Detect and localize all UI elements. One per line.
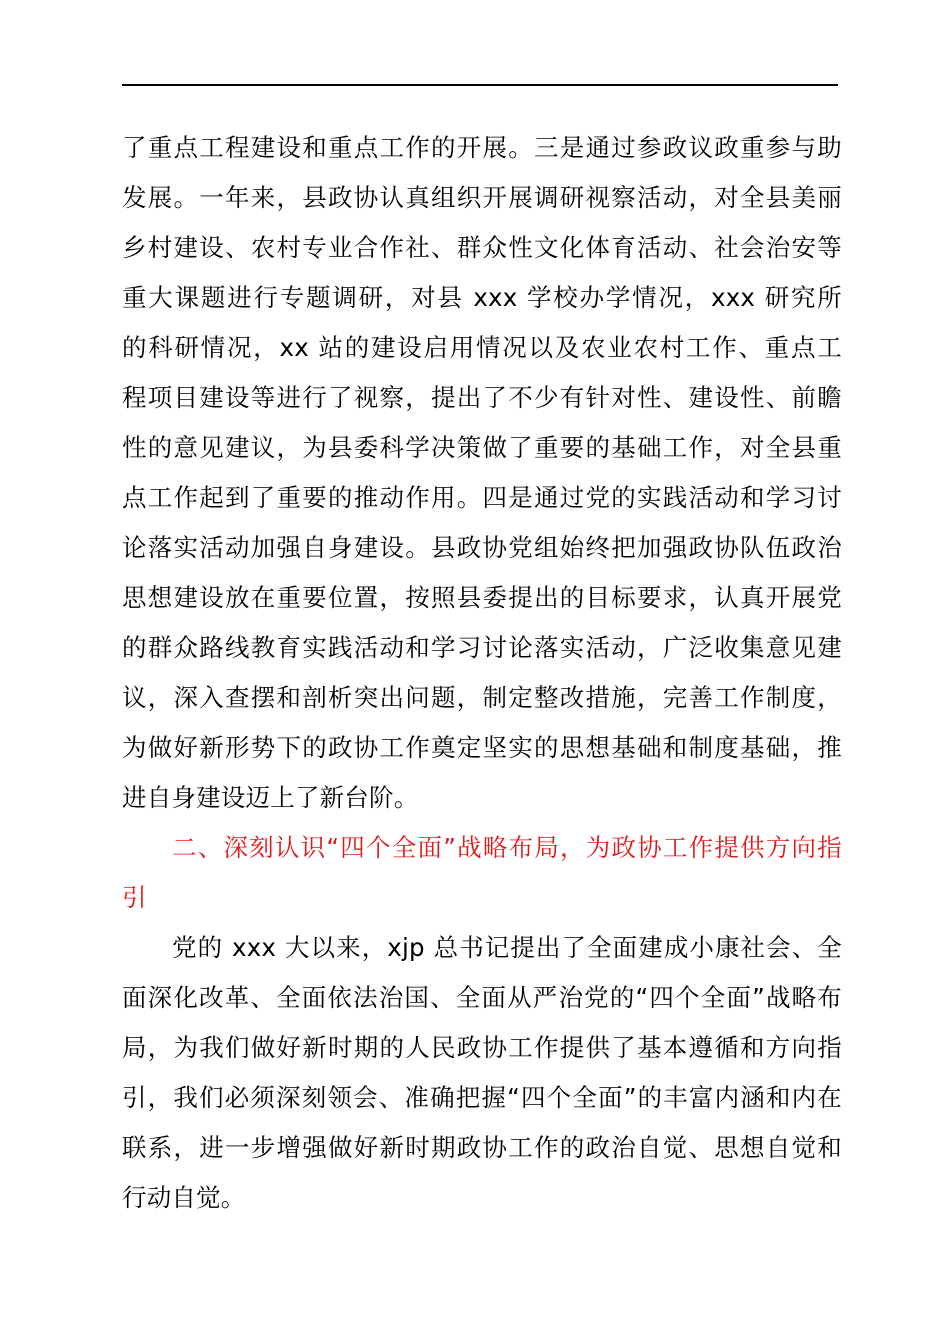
paragraph-line: 思想建设放在重要位置，按照县委提出的目标要求，认真开展党 — [122, 583, 842, 612]
paragraph-line: 性的意见建议，为县委科学决策做了重要的基础工作，对全县重 — [122, 433, 842, 462]
paragraph-line: 论落实活动加强自身建设。县政协党组始终把加强政协队伍政治 — [122, 533, 842, 562]
paragraph-line: 面深化改革、全面依法治国、全面从严治党的“四个全面”战略布 — [122, 983, 842, 1012]
heading-line: 二、深刻认识“四个全面”战略布局，为政协工作提供方向指 — [172, 833, 842, 862]
paragraph-line: 的群众路线教育实践活动和学习讨论落实活动，广泛收集意见建 — [122, 633, 842, 662]
paragraph-line: 发展。一年来，县政协认真组织开展调研视察活动，对全县美丽 — [122, 183, 842, 212]
section-heading-2 — [122, 823, 842, 923]
paragraph-line: 联系，进一步增强做好新时期政协工作的政治自觉、思想自觉和 — [122, 1133, 842, 1162]
heading-line: 引 — [122, 883, 147, 912]
paragraph-line: 行动自觉。 — [122, 1183, 246, 1212]
paragraph-line: 引，我们必须深刻领会、准确把握“四个全面”的丰富内涵和内在 — [122, 1083, 842, 1112]
paragraph-line: 程项目建设等进行了视察，提出了不少有针对性、建设性、前瞻 — [122, 383, 842, 412]
header-rule — [122, 84, 838, 86]
paragraph-1 — [122, 123, 842, 823]
paragraph-line: 乡村建设、农村专业合作社、群众性文化体育活动、社会治安等 — [122, 233, 842, 262]
paragraph-line: 议，深入查摆和剖析突出问题，制定整改措施，完善工作制度， — [122, 683, 842, 712]
paragraph-line: 重大课题进行专题调研，对县 xxx 学校办学情况，xxx 研究所 — [122, 283, 842, 312]
paragraph-line: 进自身建设迈上了新台阶。 — [122, 783, 419, 812]
paragraph-line: 点工作起到了重要的推动作用。四是通过党的实践活动和学习讨 — [122, 483, 842, 512]
paragraph-line: 党的 xxx 大以来，xjp 总书记提出了全面建成小康社会、全 — [172, 933, 842, 962]
paragraph-line: 为做好新形势下的政协工作奠定坚实的思想基础和制度基础，推 — [122, 733, 842, 762]
paragraph-line: 了重点工程建设和重点工作的开展。三是通过参政议政重参与助 — [122, 133, 842, 162]
paragraph-line: 的科研情况，xx 站的建设启用情况以及农业农村工作、重点工 — [122, 333, 842, 362]
paragraph-2 — [122, 923, 842, 1223]
paragraph-line: 局，为我们做好新时期的人民政协工作提供了基本遵循和方向指 — [122, 1033, 842, 1062]
